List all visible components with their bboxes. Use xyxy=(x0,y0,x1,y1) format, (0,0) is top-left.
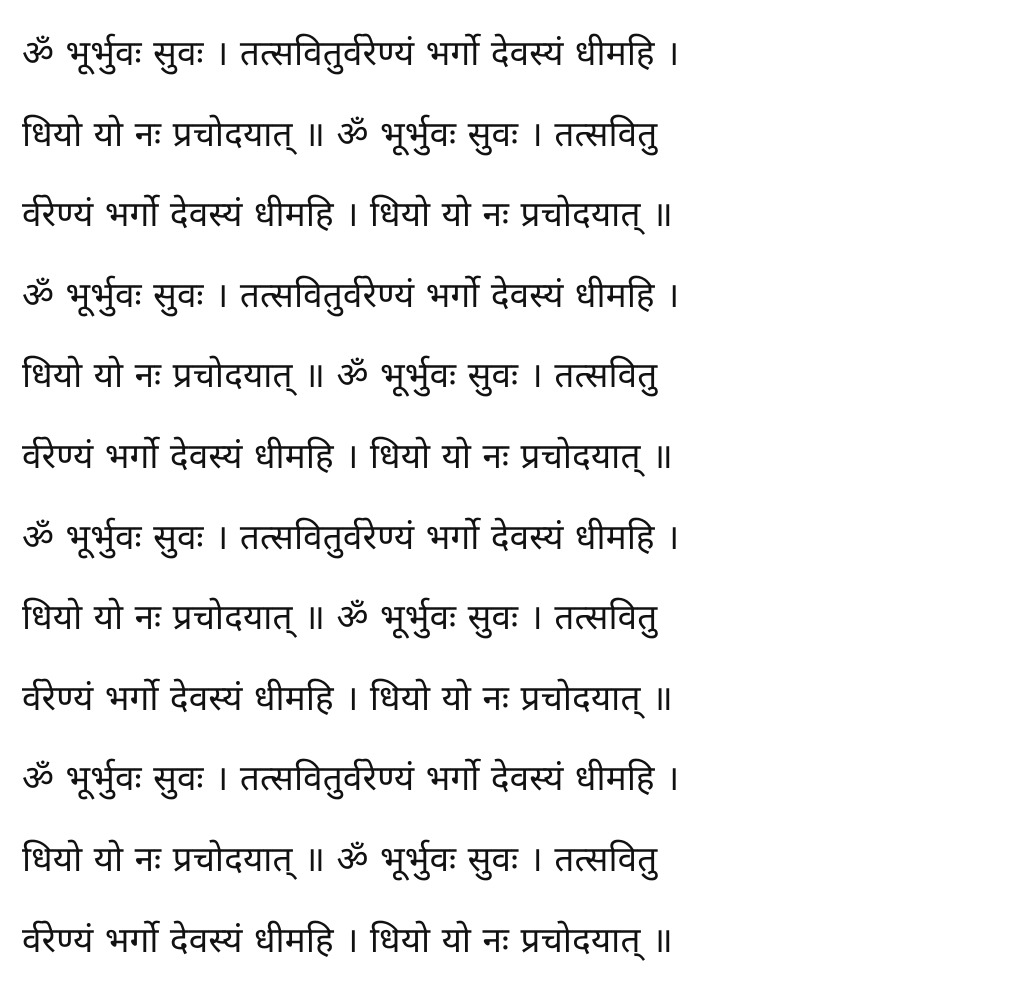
mantra-line-7: ॐ भूर्भुवः सुवः । तत्सवितुर्वरेण्यं भर्गो देवस्यं धीमहि । xyxy=(22,517,680,558)
mantra-line-10: ॐ भूर्भुवः सुवः । तत्सवितुर्वरेण्यं भर्गो देवस्यं धीमहि । xyxy=(22,759,680,800)
mantra-line-11: धियो यो नः प्रचोदयात् ॥ ॐ भूर्भुवः सुवः । तत्सवितु xyxy=(22,839,658,880)
mantra-line-5: धियो यो नः प्रचोदयात् ॥ ॐ भूर्भुवः सुवः । तत्सवितु xyxy=(22,356,658,397)
mantra-line-6: र्वरेण्यं भर्गो देवस्यं धीमहि । धियो यो नः प्रचोदयात् ॥ xyxy=(22,436,674,477)
mantra-line-3: र्वरेण्यं भर्गो देवस्यं धीमहि । धियो यो नः प्रचोदयात् ॥ xyxy=(22,195,674,236)
mantra-line-1: ॐ भूर्भुवः सुवः । तत्सवितुर्वरेण्यं भर्गो देवस्यं धीमहि । xyxy=(22,34,680,74)
mantra-line-8: धियो यो नः प्रचोदयात् ॥ ॐ भूर्भुवः सुवः । तत्सवितु xyxy=(22,598,658,639)
mantra-line-9: र्वरेण्यं भर्गो देवस्यं धीमहि । धियो यो नः प्रचोदयात् ॥ xyxy=(22,678,674,719)
mantra-line-12: र्वरेण्यं भर्गो देवस्यं धीमहि । धियो यो नः प्रचोदयात् ॥ xyxy=(22,920,674,961)
mantra-line-2: धियो यो नः प्रचोदयात् ॥ ॐ भूर्भुवः सुवः । तत्सवितु xyxy=(22,114,658,155)
mantra-line-4: ॐ भूर्भुवः सुवः । तत्सवितुर्वरेण्यं भर्गो देवस्यं धीमहि । xyxy=(22,275,680,316)
